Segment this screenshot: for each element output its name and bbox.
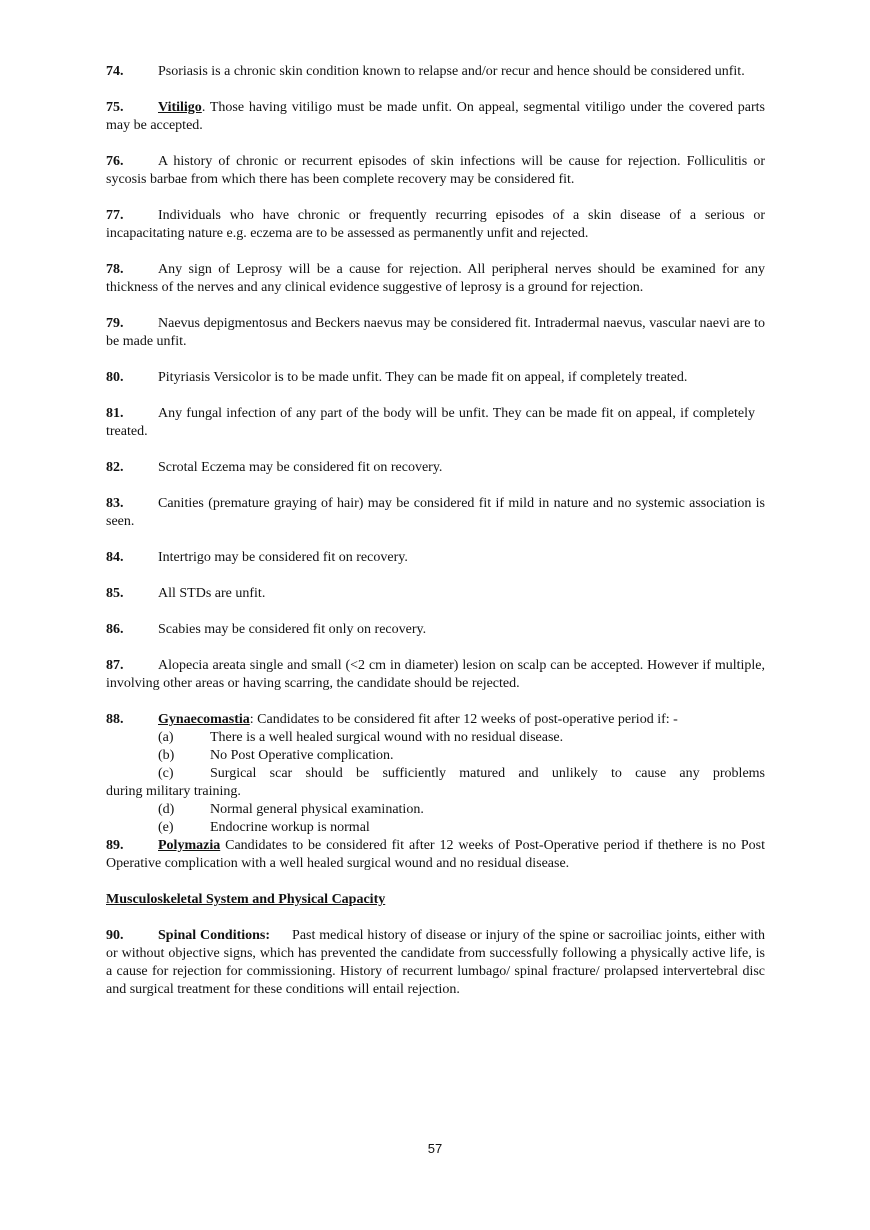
keyword-gynaecomastia: Gynaecomastia — [158, 712, 250, 727]
page-number: 57 — [427, 1141, 443, 1156]
list-item: (b) No Post Operative complication. — [158, 748, 394, 763]
paragraph-79: 79. Naevus depigmentosus and Beckers naevus may be considered fit. Intradermal naevus, vascular naevi are to be made unfit. — [106, 316, 765, 349]
keyword-vitiligo: Vitiligo — [158, 100, 202, 115]
paragraph-89: 89. Polymazia Candidates to be considered fit after 12 weeks of Post-Operative period if thethere is no Post Operative complication with a well healed surgical wound and no residual disease. — [106, 838, 765, 871]
paragraph-80: 80. Pityriasis Versicolor is to be made unfit. They can be made fit on appeal, if completely treated. — [106, 370, 688, 385]
list-item-continuation: during military training. — [106, 784, 241, 799]
list-item: (d) Normal general physical examination. — [158, 802, 424, 817]
paragraph-90: 90. Spinal Conditions: Past medical history of disease or injury of the spine or sacroiliac joints, either with or without objective signs, which has prevented the candidate from successfully following a physically active life, is a cause for rejection for commissioning. History of recurrent lumbago/ spinal fracture/ prolapsed intervertebral disc and surgical treatment for these conditions will entail rejection. — [106, 928, 765, 997]
paragraph-75: 75. Vitiligo. Those having vitiligo must be made unfit. On appeal, segmental vitiligo under the covered parts may be accepted. — [106, 100, 765, 133]
paragraph-82: 82. Scrotal Eczema may be considered fit on recovery. — [106, 460, 443, 475]
keyword-polymazia: Polymazia — [158, 838, 221, 853]
paragraph-86: 86. Scabies may be considered fit only on recovery. — [106, 622, 427, 637]
paragraph-76: 76. A history of chronic or recurrent episodes of skin infections will be cause for rejection. Folliculitis or sycosis barbae from which there has been complete recovery may be considered fit. — [106, 154, 765, 187]
paragraph-84: 84. Intertrigo may be considered fit on recovery. — [106, 550, 408, 565]
paragraph-74: 74. Psoriasis is a chronic skin condition known to relapse and/or recur and hence should be considered unfit. — [106, 64, 745, 79]
paragraph-87: 87. Alopecia areata single and small (<2 cm in diameter) lesion on scalp can be accepted. However if multiple, involving other areas or having scarring, the candidate should be rejected. — [106, 658, 765, 691]
keyword-spinal-conditions: Spinal Conditions: — [158, 928, 271, 943]
paragraph-83: 83. Canities (premature graying of hair) may be considered fit if mild in nature and no systemic association is seen. — [106, 496, 765, 529]
document-page — [106, 63, 765, 1017]
list-item: (c) Surgical scar should be sufficiently matured and unlikely to cause any problems — [158, 766, 765, 781]
paragraph-81: 81. Any fungal infection of any part of the body will be unfit. They can be made fit on appeal, if completely treated. — [106, 406, 755, 439]
list-item: (a) There is a well healed surgical wound with no residual disease. — [158, 730, 564, 745]
paragraph-85: 85. All STDs are unfit. — [106, 586, 266, 601]
paragraph-88: 88. Gynaecomastia: Candidates to be considered fit after 12 weeks of post-operative period if: - — [106, 712, 678, 727]
paragraph-77: 77. Individuals who have chronic or frequently recurring episodes of a skin disease of a serious or incapacitating nature e.g. eczema are to be assessed as permanently unfit and rejected. — [106, 208, 765, 241]
section-heading: Musculoskeletal System and Physical Capacity — [106, 892, 386, 907]
paragraph-78: 78. Any sign of Leprosy will be a cause for rejection. All peripheral nerves should be examined for any thickness of the nerves and any clinical evidence suggestive of leprosy is a ground for rejection. — [106, 262, 765, 295]
list-item: (e) Endocrine workup is normal — [158, 820, 370, 835]
